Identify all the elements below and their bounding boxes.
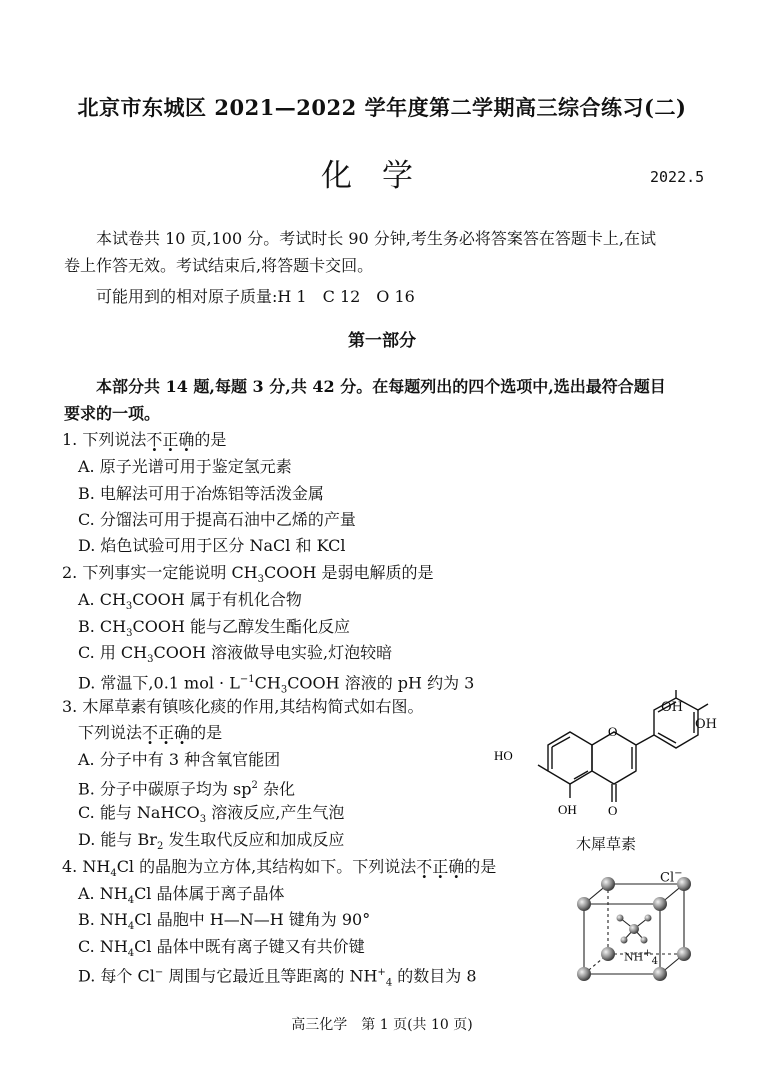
q1-stem: 1. 下列说法不正确的是 [62,430,227,449]
q3-option-c: C. 能与 NaHCO$_3$ 溶液反应,产生气泡 [78,803,345,826]
luteolin-structure [490,690,720,840]
q1-option-b: B. 电解法可用于冶炼铝等活泼金属 [78,484,324,503]
hydrogen-atom-icon [621,937,628,944]
oh-top-label: OH [661,700,683,715]
q4-stem: 4. $NH_4Cl$ 的晶胞为立方体,其结构如下。下列说法不正确的是 [62,857,497,880]
section-instruction-2: 要求的一项。 [64,404,161,423]
exam-title: 北京市东城区 2021—2022 学年度第二学期高三综合练习(二) [77,95,687,120]
ring-o-label: O [608,724,618,739]
oh-right-label: OH [695,717,717,732]
q1-option-d: D. 焰色试验可用于区分 NaCl 和 KCl [78,536,346,555]
cl-ion-label: Cl− [660,868,683,886]
q3-stem-2: 下列说法不正确的是 [78,723,223,742]
hydrogen-atom-icon [617,915,624,922]
section-instruction-1: 本部分共 14 题,每题 3 分,共 42 分。在每题列出的四个选项中,选出最符合题目 [96,377,666,396]
nh4-ion-label: $NH^+_4$ [624,948,658,967]
q4-option-b: B. $NH_4Cl$ 晶胞中 H—N—H 键角为 90° [78,910,371,933]
cl-ion-icon [677,947,691,961]
figure-caption: 木犀草素 [576,835,637,853]
intro-line-2: 卷上作答无效。考试结束后,将答题卡交回。 [64,256,374,275]
cl-ion-icon [653,897,667,911]
q2-option-d: D. 常温下,0.1 mol · $L^{-1}CH_3COOH$ 溶液的 pH 约为 3 [78,673,475,696]
q3-stem: 3. 木犀草素有镇咳化痰的作用,其结构简式如右图。 [62,697,424,716]
oh-bottom-label: OH [558,802,577,817]
ketone-o-label: O [608,803,618,818]
intro-line-3: 可能用到的相对原子质量:H 1 C 12 O 16 [96,287,415,306]
q4-option-c: C. $NH_4Cl$ 晶体中既有离子键又有共价键 [78,937,365,960]
hydrogen-atom-icon [645,915,652,922]
nitrogen-atom-icon [629,924,639,934]
q1-option-c: C. 分馏法可用于提高石油中乙烯的产量 [78,510,356,529]
q3-option-d: D. 能与 $Br_2$ 发生取代反应和加成反应 [78,830,345,853]
section-heading: 第一部分 [348,331,416,351]
q1-option-a: A. 原子光谱可用于鉴定氢元素 [78,457,292,476]
intro-line-1: 本试卷共 10 页,100 分。考试时长 90 分钟,考生务必将答案答在答题卡上,在试 [96,229,656,248]
q3-option-a: A. 分子中有 3 种含氧官能团 [78,750,281,769]
q4-option-a: A. $NH_4Cl$ 晶体属于离子晶体 [78,884,285,907]
page-footer: 高三化学 第 1 页(共 10 页) [291,1017,473,1033]
q2-option-b: B. $CH_3COOH$ 能与乙醇发生酯化反应 [78,617,351,640]
cl-ion-icon [577,967,591,981]
q2-stem: 2. 下列事实一定能说明 $CH_3COOH$ 是弱电解质的是 [62,563,434,586]
subject-title: 化学 [321,158,443,194]
cl-ion-icon [601,947,615,961]
q2-option-a: A. $CH_3COOH$ 属于有机化合物 [78,590,302,613]
ho-left-label: HO [494,748,513,763]
exam-date: 2022.5 [650,168,705,186]
cl-ion-icon [577,897,591,911]
q4-option-d: D. 每个 Cl− 周围与它最近且等距离的 $NH^+_4$ 的数目为 8 [78,966,477,989]
cl-ion-icon [601,877,615,891]
q3-option-b: B. 分子中碳原子均为 $sp^2$ 杂化 [78,779,295,799]
hydrogen-atom-icon [641,937,648,944]
nh4cl-unit-cell [560,870,720,1000]
q2-option-c: C. 用 $CH_3COOH$ 溶液做导电实验,灯泡较暗 [78,643,393,666]
